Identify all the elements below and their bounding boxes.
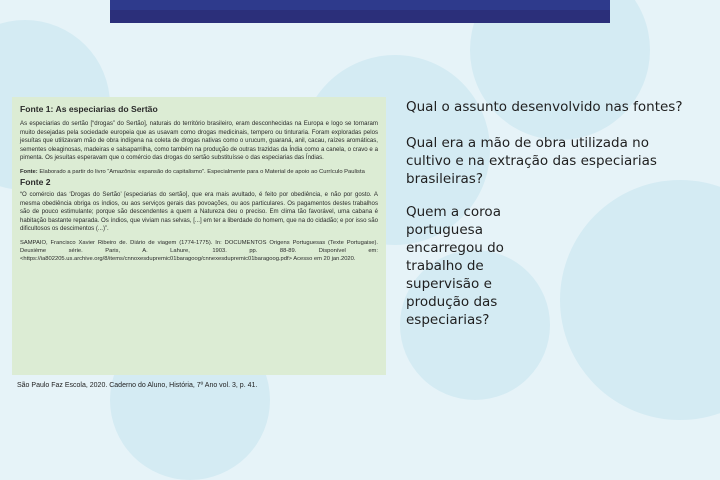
fonte1-title: Fonte 1: As especiarias do Sertão (20, 104, 158, 114)
fonte2-text: “O comércio das ‘Drogas do Sertão’ [especiarias do sertão], que era mais avultado, é feito por obediência, e não por gosto. A mesma obediência obriga os índios, ou aos serviços gerais das povoações, ou aos particulares. Os pagamentos destes trabalhos são de pouco estimulante; porque são descendentes a quem a Natureza deu o preciso. Em clima tão favorável, uma cabana é habitação bastante reparada. Os índios, que viviam nas selvas, [...] em ter a liberdade do homem, que na do cidadão; e por isso são dificultosos os descimentos (...)”. (20, 190, 378, 233)
fonte1-text: As especiarias do sertão [“drogas” do Sertão], naturais do território brasileiro, eram desconhecidas na Europa e logo se tornaram muito desejadas pela sociedade europeia que as usavam como drogas medicinais, tempero ou tinturaria. Foram exploradas pelos jesuítas que utilizavam mão de obra indígena na coleta de drogas nativas como o urucum, guaraná, anil, cacau, raízes aromáticas, sementes oleaginosas, madeiras e salsaparrilha, como também na produção de outras trazidas da Índia como a canela, o cravo e a pimenta. Os jesuítas esperavam que o comércio das drogas do sertão substituísse o das especiarias das Índias. (20, 120, 378, 162)
source-document (12, 97, 386, 375)
top-banner-stripe (110, 10, 610, 23)
question-1: Qual o assunto desenvolvido nas fontes? (406, 99, 683, 115)
fonte2-source: SAMPAIO, Francisco Xavier Ribeiro de. Diário de viagem (1774-1775). In: DOCUMENTOS Origens Portuguesas (Texte Portugaise). Deuxième série. Paris, A. Lahure, 1903. pp. 88-89. Disponível em: <https://ia802205.us.archive.org/8/items/cnnoxesdupremic01baragoog/cnnexesdupremic01baragoog.pdf> Acesso em 20 jan.2020. (20, 239, 378, 262)
decorative-circle (560, 180, 720, 420)
fonte2-title: Fonte 2 (20, 176, 51, 187)
fonte1-source (20, 168, 378, 176)
question-2: Qual era a mão de obra utilizada no cultivo e na extração das especiarias brasileiras? (406, 135, 657, 187)
citation-credit: São Paulo Faz Escola, 2020. Caderno do Aluno, História, 7º Ano vol. 3, p. 41. (17, 382, 258, 389)
top-banner (110, 0, 610, 10)
fonte1-source-label: Fonte: (20, 168, 38, 175)
question-3: Quem a coroa portuguesa encarregou do trabalho de supervisão e produção das especiarias? (406, 204, 504, 328)
fonte1-source-text: Elaborado a partir do livro “Amazônia: expansão do capitalismo”. Especialmente para o Material de apoio ao Currículo Paulista (39, 168, 365, 175)
